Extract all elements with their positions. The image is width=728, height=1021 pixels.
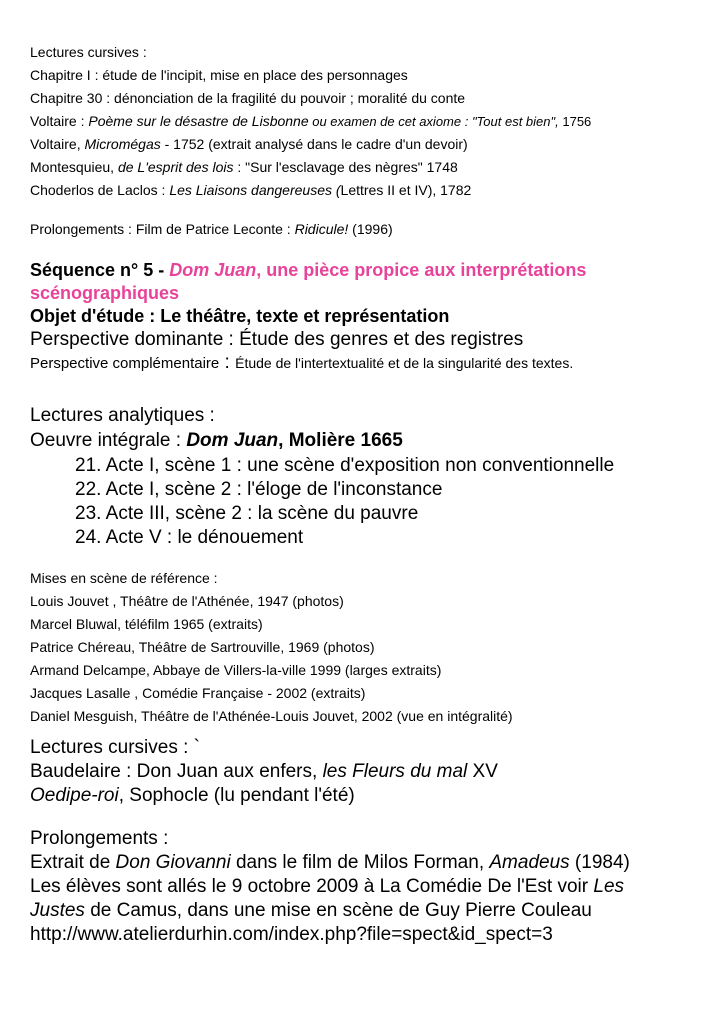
year: 1756 [558, 114, 592, 129]
don-giovanni-line [30, 852, 630, 874]
sortie-line [30, 876, 624, 898]
analytique-item: 23. Acte III, scène 2 : la scène du pauvre [75, 503, 419, 524]
analytiques-heading: Lectures analytiques : [30, 405, 215, 426]
film-title: Amadeus [489, 852, 570, 873]
mise-item: Daniel Mesguish, Théâtre de l'Athénée-Louis Jouvet, 2002 (vue en intégralité) [30, 708, 513, 724]
voltaire-poeme-line [30, 113, 591, 129]
film-year: (1984) [569, 852, 630, 873]
poem-number: XV [467, 761, 498, 782]
prolongements-heading: Prolongements : [30, 828, 169, 849]
oedipe-line [30, 785, 355, 807]
work-title: les Fleurs du mal [322, 761, 468, 782]
mise-item: Patrice Chéreau, Théâtre de Sartrouville, 1969 (photos) [30, 639, 375, 655]
mise-item: Armand Delcampe, Abbaye de Villers-la-ville 1999 (larges extraits) [30, 662, 442, 678]
work-title: Oedipe-roi [30, 785, 119, 806]
prolongements-line [30, 221, 393, 237]
film-year: (1996) [348, 221, 393, 237]
baudelaire-line [30, 761, 498, 783]
sequence-title-line2: scénographiques [30, 283, 180, 303]
voltaire-micromegas-line [30, 136, 468, 152]
oeuvre-label: Oeuvre intégrale : [30, 430, 187, 451]
baudelaire-text: Baudelaire : Don Juan aux enfers, [30, 761, 323, 782]
work-title: Don Giovanni [115, 852, 231, 873]
author: Voltaire, [30, 136, 85, 152]
work-title: Justes [30, 900, 85, 921]
work-title: Les Liaisons dangereuses ( [169, 182, 341, 198]
film-title: Ridicule! [294, 221, 349, 237]
oeuvre-rest: , Molière 1665 [278, 430, 403, 451]
oeuvre-integrale [30, 430, 403, 452]
montesquieu-line [30, 159, 458, 175]
mise-item: Jacques Lasalle , Comédie Française - 2002 (extraits) [30, 685, 366, 701]
work-title: de L'esprit des lois [117, 159, 234, 175]
sequence-suffix: , une pièce propice aux interprétations [256, 260, 587, 280]
mise-item: Marcel Bluwal, téléfilm 1965 (extraits) [30, 616, 263, 632]
lectures-cursives-heading: Lectures cursives : [30, 44, 147, 60]
work-title: Micromégas [84, 136, 161, 152]
perspective-comp-colon: : [219, 352, 236, 373]
perspective-comp-text: Étude de l'intertextualité et de la singularité des textes. [235, 355, 574, 371]
perspective-comp-label: Perspective complémentaire [30, 355, 220, 372]
objet-etude: Objet d'étude : Le théâtre, texte et représentation [30, 306, 450, 326]
perspective-complementaire [30, 352, 573, 374]
url-link[interactable]: http://www.atelierdurhin.com/index.php?file=spect&id_spect=3 [30, 924, 553, 945]
sequence-play-title: Dom Juan [169, 260, 257, 280]
author: Choderlos de Laclos : [30, 182, 170, 198]
details: Lettres II et IV), 1782 [340, 182, 472, 198]
analytique-item: 22. Acte I, scène 2 : l'éloge de l'inconstance [75, 479, 443, 500]
details: : "Sur l'esclavage des nègres" 1748 [233, 159, 458, 175]
text: Extrait de [30, 852, 116, 873]
perspective-dominante: Perspective dominante : Étude des genres et des registres [30, 329, 524, 350]
details: - 1752 (extrait analysé dans le cadre d'un devoir) [160, 136, 468, 152]
text: de Camus, dans une mise en scène de Guy Pierre Couleau [84, 900, 592, 921]
sequence-prefix: Séquence n° 5 - [30, 260, 170, 280]
mises-heading: Mises en scène de référence : [30, 570, 218, 586]
sequence-title [30, 260, 586, 281]
chapter-30-line: Chapitre 30 : dénonciation de la fragilité du pouvoir ; moralité du conte [30, 90, 466, 106]
mise-item: Louis Jouvet , Théâtre de l'Athénée, 1947 (photos) [30, 593, 344, 609]
text: Les élèves sont allés le 9 octobre 2009 à La Comédie De l'Est voir [30, 876, 594, 897]
work-subtitle: ou examen de cet axiome : "Tout est bien", [308, 114, 559, 129]
work-title: Les [593, 876, 625, 897]
prolongements-label: Prolongements : Film de Patrice Leconte : [30, 221, 295, 237]
author: Voltaire : [30, 113, 89, 129]
analytique-item: 24. Acte V : le dénouement [75, 527, 304, 548]
cursives-heading: Lectures cursives : ` [30, 737, 200, 758]
analytique-item: 21. Acte I, scène 1 : une scène d'exposition non conventionnelle [75, 455, 615, 476]
justes-line [30, 900, 592, 922]
oedipe-details: , Sophocle (lu pendant l'été) [118, 785, 355, 806]
work-title: Poème sur le désastre de Lisbonne [88, 113, 309, 129]
author: Montesquieu, [30, 159, 118, 175]
text: dans le film de Milos Forman, [230, 852, 490, 873]
oeuvre-title: Dom Juan [186, 430, 279, 451]
laclos-line [30, 182, 471, 198]
chapter-1-line: Chapitre I : étude de l'incipit, mise en place des personnages [30, 67, 408, 83]
